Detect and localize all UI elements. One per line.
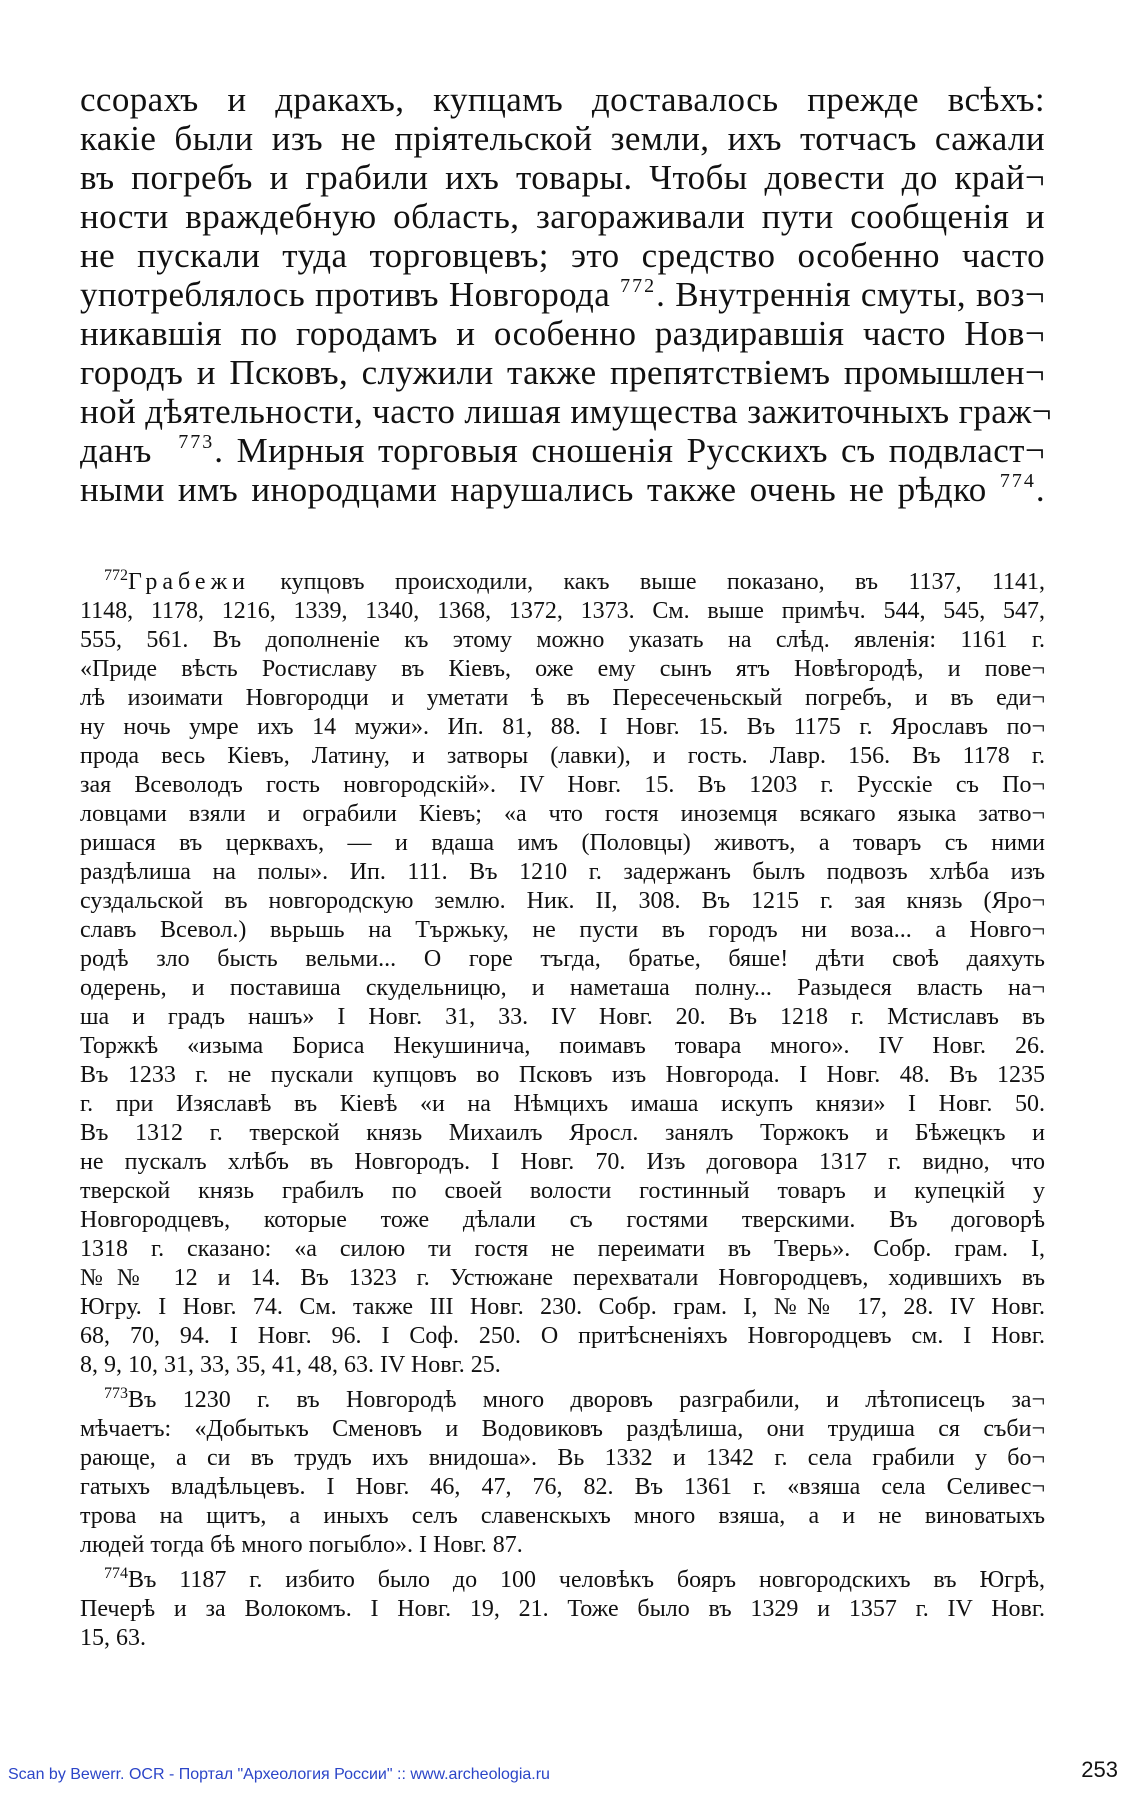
footnote-line: [80, 1566, 1045, 1595]
footnote-line: 1148, 1178, 1216, 1339, 1340, 1368, 1372, 1373. См. выше примѣч. 544, 545, 547,: [80, 598, 1045, 624]
text-segment: данъ: [80, 431, 152, 470]
footnote-line: 15, 63.: [80, 1625, 146, 1651]
footnote-line: Новгородцевъ, которые тоже дѣлали съ гостями тверскими. Въ договорѣ: [80, 1207, 1045, 1233]
footnote-line: 8, 9, 10, 31, 33, 35, 41, 48, 63. IV Новг. 25.: [80, 1352, 501, 1378]
text-segment: .: [1035, 470, 1045, 509]
text-line: ссорахъ и дракахъ, купцамъ доставалось прежде всѣхъ:: [80, 80, 1045, 119]
footnote-line: прода весь Кіевъ, Латину, и затворы (лавки), и гость. Лавр. 156. Въ 1178 г.: [80, 743, 1045, 769]
footnote-line: людей тогда бѣ много погыбло». I Новг. 87.: [80, 1532, 523, 1558]
footnotes: [80, 568, 1045, 1659]
footnote-line: Югру. I Новг. 74. См. также III Новг. 230. Собр. грам. I, №№ 17, 28. IV Новг.: [80, 1294, 1045, 1320]
text-segment: . Мирныя торговыя сношенія Русскихъ съ подвласт¬: [214, 431, 1045, 470]
text-line: ной дѣятельности, часто лишая имущества зажиточныхъ граж¬: [80, 392, 1052, 431]
footnote-text: Въ 1187 г. избито было до 100 человѣкъ бояръ новгородскихъ въ Югрѣ,: [128, 1567, 1045, 1593]
footnote-line: ришася въ церквахъ, — и вдаша имъ (Половцы) животъ, а товаръ съ ними: [80, 830, 1045, 856]
text-segment: ными имъ инородцами нарушались также очень не рѣдко: [80, 470, 987, 509]
text-line: въ погребъ и грабили ихъ товары. Чтобы довести до край¬: [80, 158, 1045, 197]
text-line: не пускали туда торговцевъ; это средство особенно часто: [80, 236, 1045, 275]
footnote-line: одерень, и поставиша скудельницю, и наметаша полну... Разыдеся власть на¬: [80, 975, 1045, 1001]
footnote-line: ша и градъ нашъ» I Новг. 31, 33. IV Новг. 20. Въ 1218 г. Мстиславъ въ: [80, 1004, 1045, 1030]
footnote-lead-word: Грабежи: [128, 569, 250, 595]
text-segment: . Внутреннія смуты, воз¬: [656, 275, 1045, 314]
footnote-number: 772: [104, 567, 128, 584]
footnote-773: [80, 1386, 1045, 1560]
footnote-line: рающе, а си въ трудъ ихъ внидоша». Вь 1332 и 1342 г. села грабили у бо¬: [80, 1445, 1045, 1471]
footnote-ref-773[interactable]: 773: [178, 431, 215, 453]
footnote-line: [80, 1386, 1045, 1415]
text-line: [80, 470, 1045, 509]
main-text: [80, 80, 1052, 509]
footnote-line: 68, 70, 94. I Новг. 96. I Соф. 250. О притѣсненіяхъ Новгородцевъ см. I Новг.: [80, 1323, 1045, 1349]
footnote-line: мѣчаетъ: «Добытькъ Сменовъ и Водовиковъ раздѣлиша, они трудиша ся съби¬: [80, 1416, 1045, 1442]
text-line: никавшія по городамъ и особенно раздиравшія часто Нов¬: [80, 314, 1045, 353]
footnote-line: Торжкѣ «изыма Бориса Некушинича, поимавъ товара много». IV Новг. 26.: [80, 1033, 1045, 1059]
footnote-text: купцовъ происходили, какъ выше показано, въ 1137, 1141,: [280, 569, 1046, 595]
footnote-text: Въ 1230 г. въ Новгородѣ много дворовъ разграбили, и лѣтописецъ за¬: [128, 1387, 1045, 1413]
footnote-number: 773: [104, 1385, 128, 1402]
footnote-line: трова на щитъ, а иныхъ селъ славенскыхъ много взяша, а и не виноватыхъ: [80, 1503, 1045, 1529]
text-line: ности враждебную область, загораживали пути сообщенія и: [80, 197, 1045, 236]
footnote-line: 1318 г. сказано: «а силою ти гостя не переимати въ Тверь». Собр. грам. I,: [80, 1236, 1045, 1262]
footnote-line: [80, 568, 1045, 597]
text-line: какіе были изъ не пріятельской земли, ихъ тотчасъ сажали: [80, 119, 1045, 158]
page-number: 253: [1081, 1757, 1118, 1782]
footnote-line: не пускалъ хлѣбъ въ Новгородъ. I Новг. 70. Изъ договора 1317 г. видно, что: [80, 1149, 1045, 1175]
footnote-line: гатыхъ владѣльцевъ. I Новг. 46, 47, 76, 82. Въ 1361 г. «взяша села Селивес¬: [80, 1474, 1045, 1500]
footnote-line: Въ 1312 г. тверской князь Михаилъ Яросл. занялъ Торжокъ и Бѣжецкъ и: [80, 1120, 1045, 1146]
footnote-line: №№ 12 и 14. Въ 1323 г. Устюжане перехватали Новгородцевъ, ходившихъ въ: [80, 1265, 1045, 1291]
text-line: [80, 431, 1045, 470]
footnote-line: ловцами взяли и ограбили Кіевъ; «а что гостя иноземця всякаго языка затво¬: [80, 801, 1045, 827]
footnote-line: ну ночь умре ихъ 14 мужи». Ип. 81, 88. I Новг. 15. Въ 1175 г. Ярославъ по¬: [80, 714, 1045, 740]
footnote-number: 774: [104, 1565, 128, 1582]
footnote-ref-774[interactable]: 774: [999, 470, 1036, 492]
footnote-ref-772[interactable]: 772: [620, 275, 657, 297]
footnote-line: Печерѣ и за Волокомъ. I Новг. 19, 21. Тоже было въ 1329 и 1357 г. IV Новг.: [80, 1596, 1045, 1622]
footnote-772: [80, 568, 1045, 1380]
footnote-line: Въ 1233 г. не пускали купцовъ во Псковъ изъ Новгорода. I Новг. 48. Въ 1235: [80, 1062, 1045, 1088]
text-segment: употреблялось противъ Новгорода: [80, 275, 611, 314]
footnote-line: г. при Изяславѣ въ Кіевѣ «и на Нѣмцихъ имаша искупъ князи» I Новг. 50.: [80, 1091, 1045, 1117]
footnote-line: 555, 561. Въ дополненіе къ этому можно указать на слѣд. явленія: 1161 г.: [80, 627, 1045, 653]
footnote-line: славъ Всевол.) вьрьшь на Тържьку, не пусти въ городъ ни воза... а Новго¬: [80, 917, 1045, 943]
footnote-line: зая Всеволодъ гость новгородскій». IV Новг. 15. Въ 1203 г. Русскіе съ По¬: [80, 772, 1045, 798]
text-line: [80, 275, 1045, 314]
footnote-line: «Приде вѣсть Ростиславу въ Кіевъ, оже ему сынъ ятъ Новѣгородѣ, и пове¬: [80, 656, 1045, 682]
footnote-line: суздальской въ новгородскую землю. Ник. II, 308. Въ 1215 г. зая князь (Яро¬: [80, 888, 1045, 914]
footnote-line: лѣ изоимати Новгородци и уметати ѣ въ Пересеченьскый погребъ, и въ еди¬: [80, 685, 1045, 711]
footnote-line: раздѣлиша на полы». Ип. 111. Въ 1210 г. задержанъ былъ подвозъ хлѣба изъ: [80, 859, 1045, 885]
footnote-line: тверской князь грабилъ по своей волости гостинный товаръ и купецкій у: [80, 1178, 1045, 1204]
scan-credit-link[interactable]: Scan by Bewerr. OCR - Портал "Археология России" :: www.archeologia.ru: [8, 1766, 550, 1783]
footnote-774: [80, 1566, 1045, 1653]
footnote-line: родѣ зло бысть вельми... О горе тъгда, братье, бяше! дѣти своѣ даяхуть: [80, 946, 1045, 972]
text-line: городъ и Псковъ, служили также препятствіемъ промышлен¬: [80, 353, 1045, 392]
